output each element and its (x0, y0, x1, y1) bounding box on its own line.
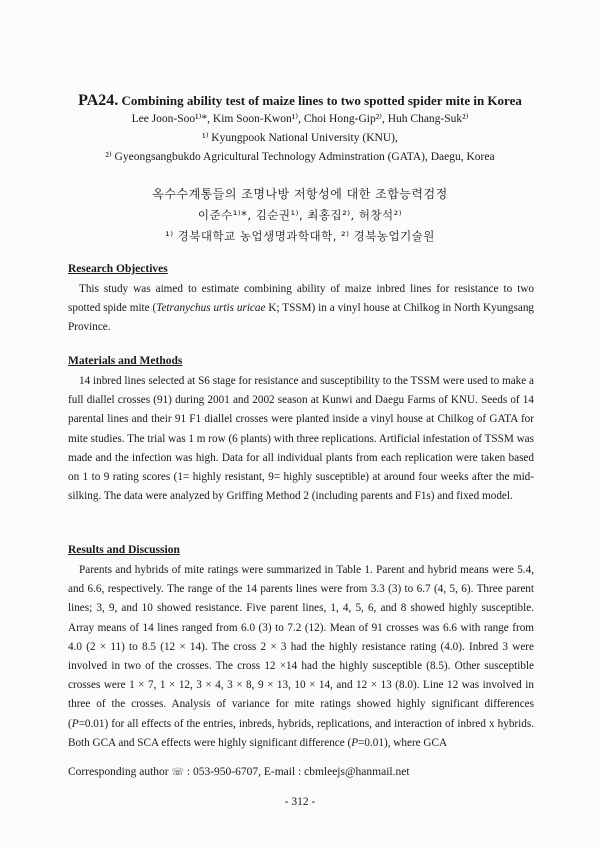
research-objectives-section (68, 260, 534, 338)
text-run: This study was aimed to estimate combining ability of maize inbred lines for resistance to two spotted spide mite ( (68, 283, 534, 315)
phone-icon: ☏ (171, 767, 184, 778)
title-block (0, 92, 600, 167)
text-run: =0.01), where GCA (358, 736, 448, 749)
korean-affiliation: ¹⁾ 경북대학교 농업생명과학대학, ²⁾ 경북농업기술원 (165, 229, 435, 243)
species-name: Tetranychus urtis uricae (156, 302, 266, 315)
korean-title: 옥수수계통들의 조명나방 저항성에 대한 조합능력검정 (152, 187, 448, 201)
p-symbol: P (351, 736, 359, 749)
page-number: - 312 - (284, 796, 316, 808)
materials-methods-section (68, 352, 534, 506)
contact-info: : 053-950-6707, E-mail : cbmleejs@hanmail.net (186, 766, 410, 778)
affiliation-1: ¹⁾ Kyungpook National University (KNU), (202, 132, 398, 144)
section-heading: Materials and Methods (68, 355, 183, 367)
title-text: Combining ability test of maize lines to two spotted spider mite in Korea (121, 93, 522, 108)
text-run: Parents and hybrids of mite ratings were summarized in Table 1. Parent and hybrid means were 5.4, and 6.6, respectively. The range of the 14 parents lines were from 3.3 (3) to 6.7 (4, 5, 6). Three parent lines; 3, 9, and 10 showed resistance. Five parent lines, 1, 4, 5, 6, and 8 showed highly susceptible. Array means of 14 lines ranged from 6.0 (3) to 7.2 (12). Mean of 91 crosses was 6.6 with range from 4.0 (2 × 11) to 8.5 (12 × 14). The cross 2 × 3 had the highly resistance rating (4.0). Inbred 3 were involved in two of the crosses. The cross 12 ×14 had the highly susceptible (8.5). Other susceptible crosses were 1 × 7, 1 × 12, 3 × 4, 3 × 8, 9 × 13, 10 × 14, and 12 × 13 (8.0). Line 12 was involved in three of the crosses. Analysis of variance for mite ratings showed highly significant differences ( (68, 564, 534, 730)
methods-paragraph: 14 inbred lines selected at S6 stage for resistance and susceptibility to the TSSM were used to make a full diallel crosses (91) during 2001 and 2002 season at Kunwi and Daegu Farms of KNU. Seeds of 14 parental lines and their 91 F1 diallel crosses were planted inside a vinyl house at Chilkog of GATA for mite studies. The trial was 1 m row (6 plants) with three replications. Artificial infestation of TSSM was made and the infection was high. Data for all individual plants from each replication were taken based on 1 to 9 rating scores (1= highly resistant, 9= highly susceptible) at around four weeks after the mid-silking. The data were analyzed by Griffing Method 2 (including parents and F1s) and fixed model. (68, 375, 534, 503)
text-run: K; TSSM) in a vinyl house at Chilkog in North Kyungsang Province. (68, 302, 535, 334)
results-paragraph (68, 561, 534, 753)
text-run: =0.01) for all effects of the entries, inbreds, hybrids, replications, and interaction of inbred x hybrids. Both GCA and SCA effects were highly significant difference ( (68, 717, 534, 749)
paper-title (0, 92, 600, 110)
korean-authors: 이준수¹⁾*, 김순권¹⁾, 최홍집²⁾, 허창석²⁾ (197, 208, 403, 222)
objectives-paragraph (68, 280, 534, 338)
section-heading: Research Objectives (68, 263, 168, 275)
corresponding-author (68, 766, 410, 778)
section-heading: Results and Discussion (68, 544, 180, 556)
abstract-code: PA24. (78, 92, 119, 109)
affiliation-2: ²⁾ Gyeongsangbukdo Agricultural Technology Adminstration (GATA), Daegu, Korea (105, 151, 495, 163)
results-discussion-section (68, 541, 534, 753)
authors-line: Lee Joon-Soo¹⁾*, Kim Soon-Kwon¹⁾, Choi Hong-Gip²⁾, Huh Chang-Suk²⁾ (131, 113, 469, 125)
korean-title-block (0, 184, 600, 247)
corresponding-label: Corresponding author (68, 766, 169, 778)
p-symbol: P (71, 717, 79, 730)
